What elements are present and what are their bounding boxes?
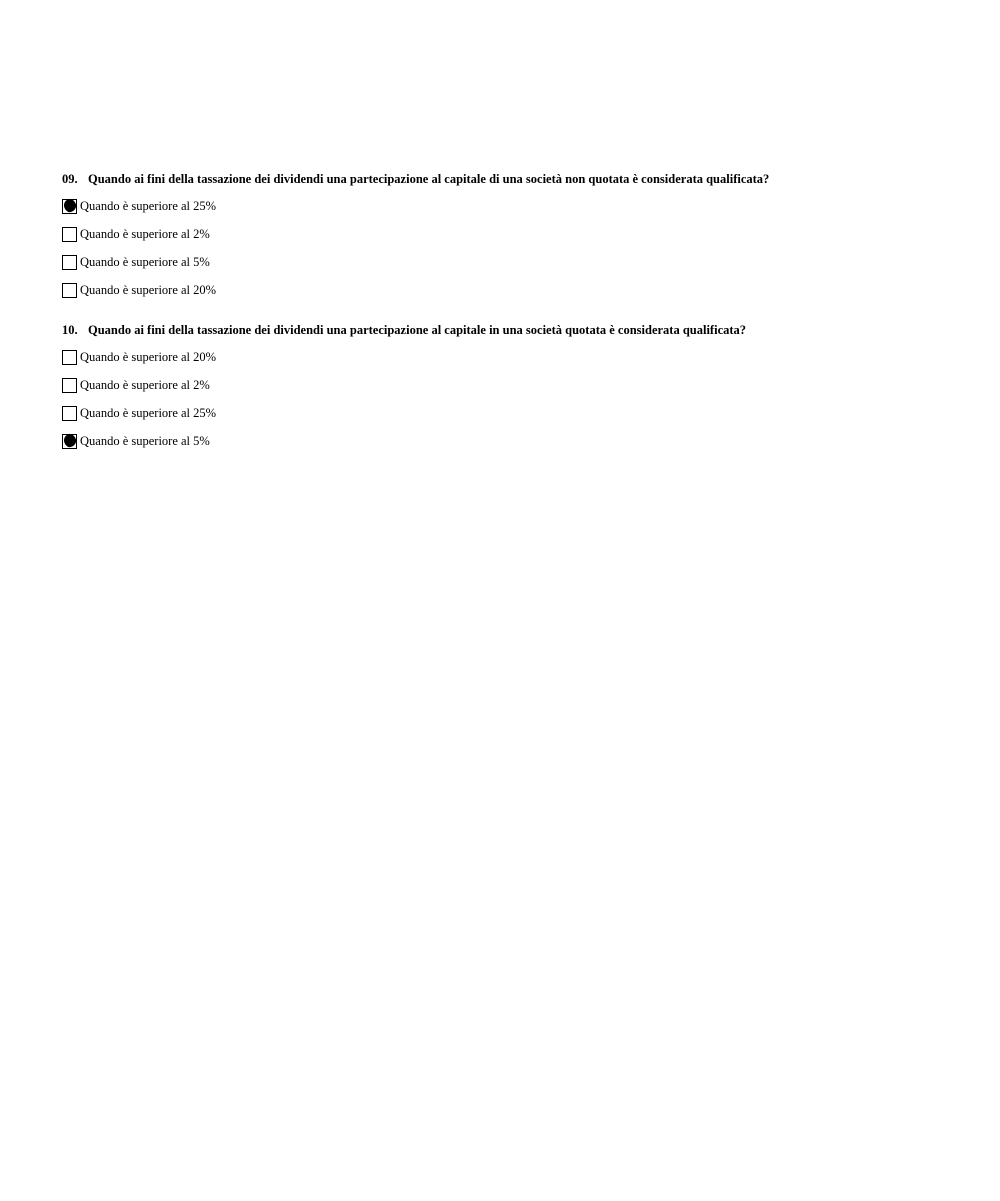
question-10 <box>62 322 962 449</box>
checkbox[interactable] <box>62 378 77 393</box>
question-text: Quando ai fini della tassazione dei dividendi una partecipazione al capitale di una società non quotata è considerata qualificata? <box>88 172 770 186</box>
answer-option[interactable] <box>62 282 962 298</box>
question-09 <box>62 171 962 298</box>
answer-option[interactable] <box>62 405 962 421</box>
answer-label: Quando è superiore al 20% <box>80 350 217 364</box>
question-number: 09. <box>62 172 78 186</box>
answer-options <box>62 349 962 449</box>
answer-label: Quando è superiore al 25% <box>80 199 217 213</box>
answer-option[interactable] <box>62 349 962 365</box>
answer-option[interactable] <box>62 226 962 242</box>
question-text: Quando ai fini della tassazione dei dividendi una partecipazione al capitale in una società quotata è considerata qualificata? <box>88 323 747 337</box>
answer-option[interactable] <box>62 254 962 270</box>
checkbox[interactable] <box>62 255 77 270</box>
answer-option[interactable] <box>62 433 962 449</box>
question-title <box>62 171 962 187</box>
answer-option[interactable] <box>62 377 962 393</box>
checkbox[interactable] <box>62 350 77 365</box>
checkbox-checked[interactable] <box>62 199 77 214</box>
answer-label: Quando è superiore al 20% <box>80 283 217 297</box>
checkbox[interactable] <box>62 283 77 298</box>
question-title <box>62 322 962 338</box>
checkbox-checked[interactable] <box>62 434 77 449</box>
answer-label: Quando è superiore al 5% <box>80 255 210 269</box>
answer-label: Quando è superiore al 2% <box>80 227 210 241</box>
checkbox[interactable] <box>62 406 77 421</box>
checkbox[interactable] <box>62 227 77 242</box>
answer-label: Quando è superiore al 2% <box>80 378 210 392</box>
answer-options <box>62 198 962 298</box>
answer-label: Quando è superiore al 25% <box>80 406 217 420</box>
answer-label: Quando è superiore al 5% <box>80 434 210 448</box>
answer-option[interactable] <box>62 198 962 214</box>
question-number: 10. <box>62 323 78 337</box>
